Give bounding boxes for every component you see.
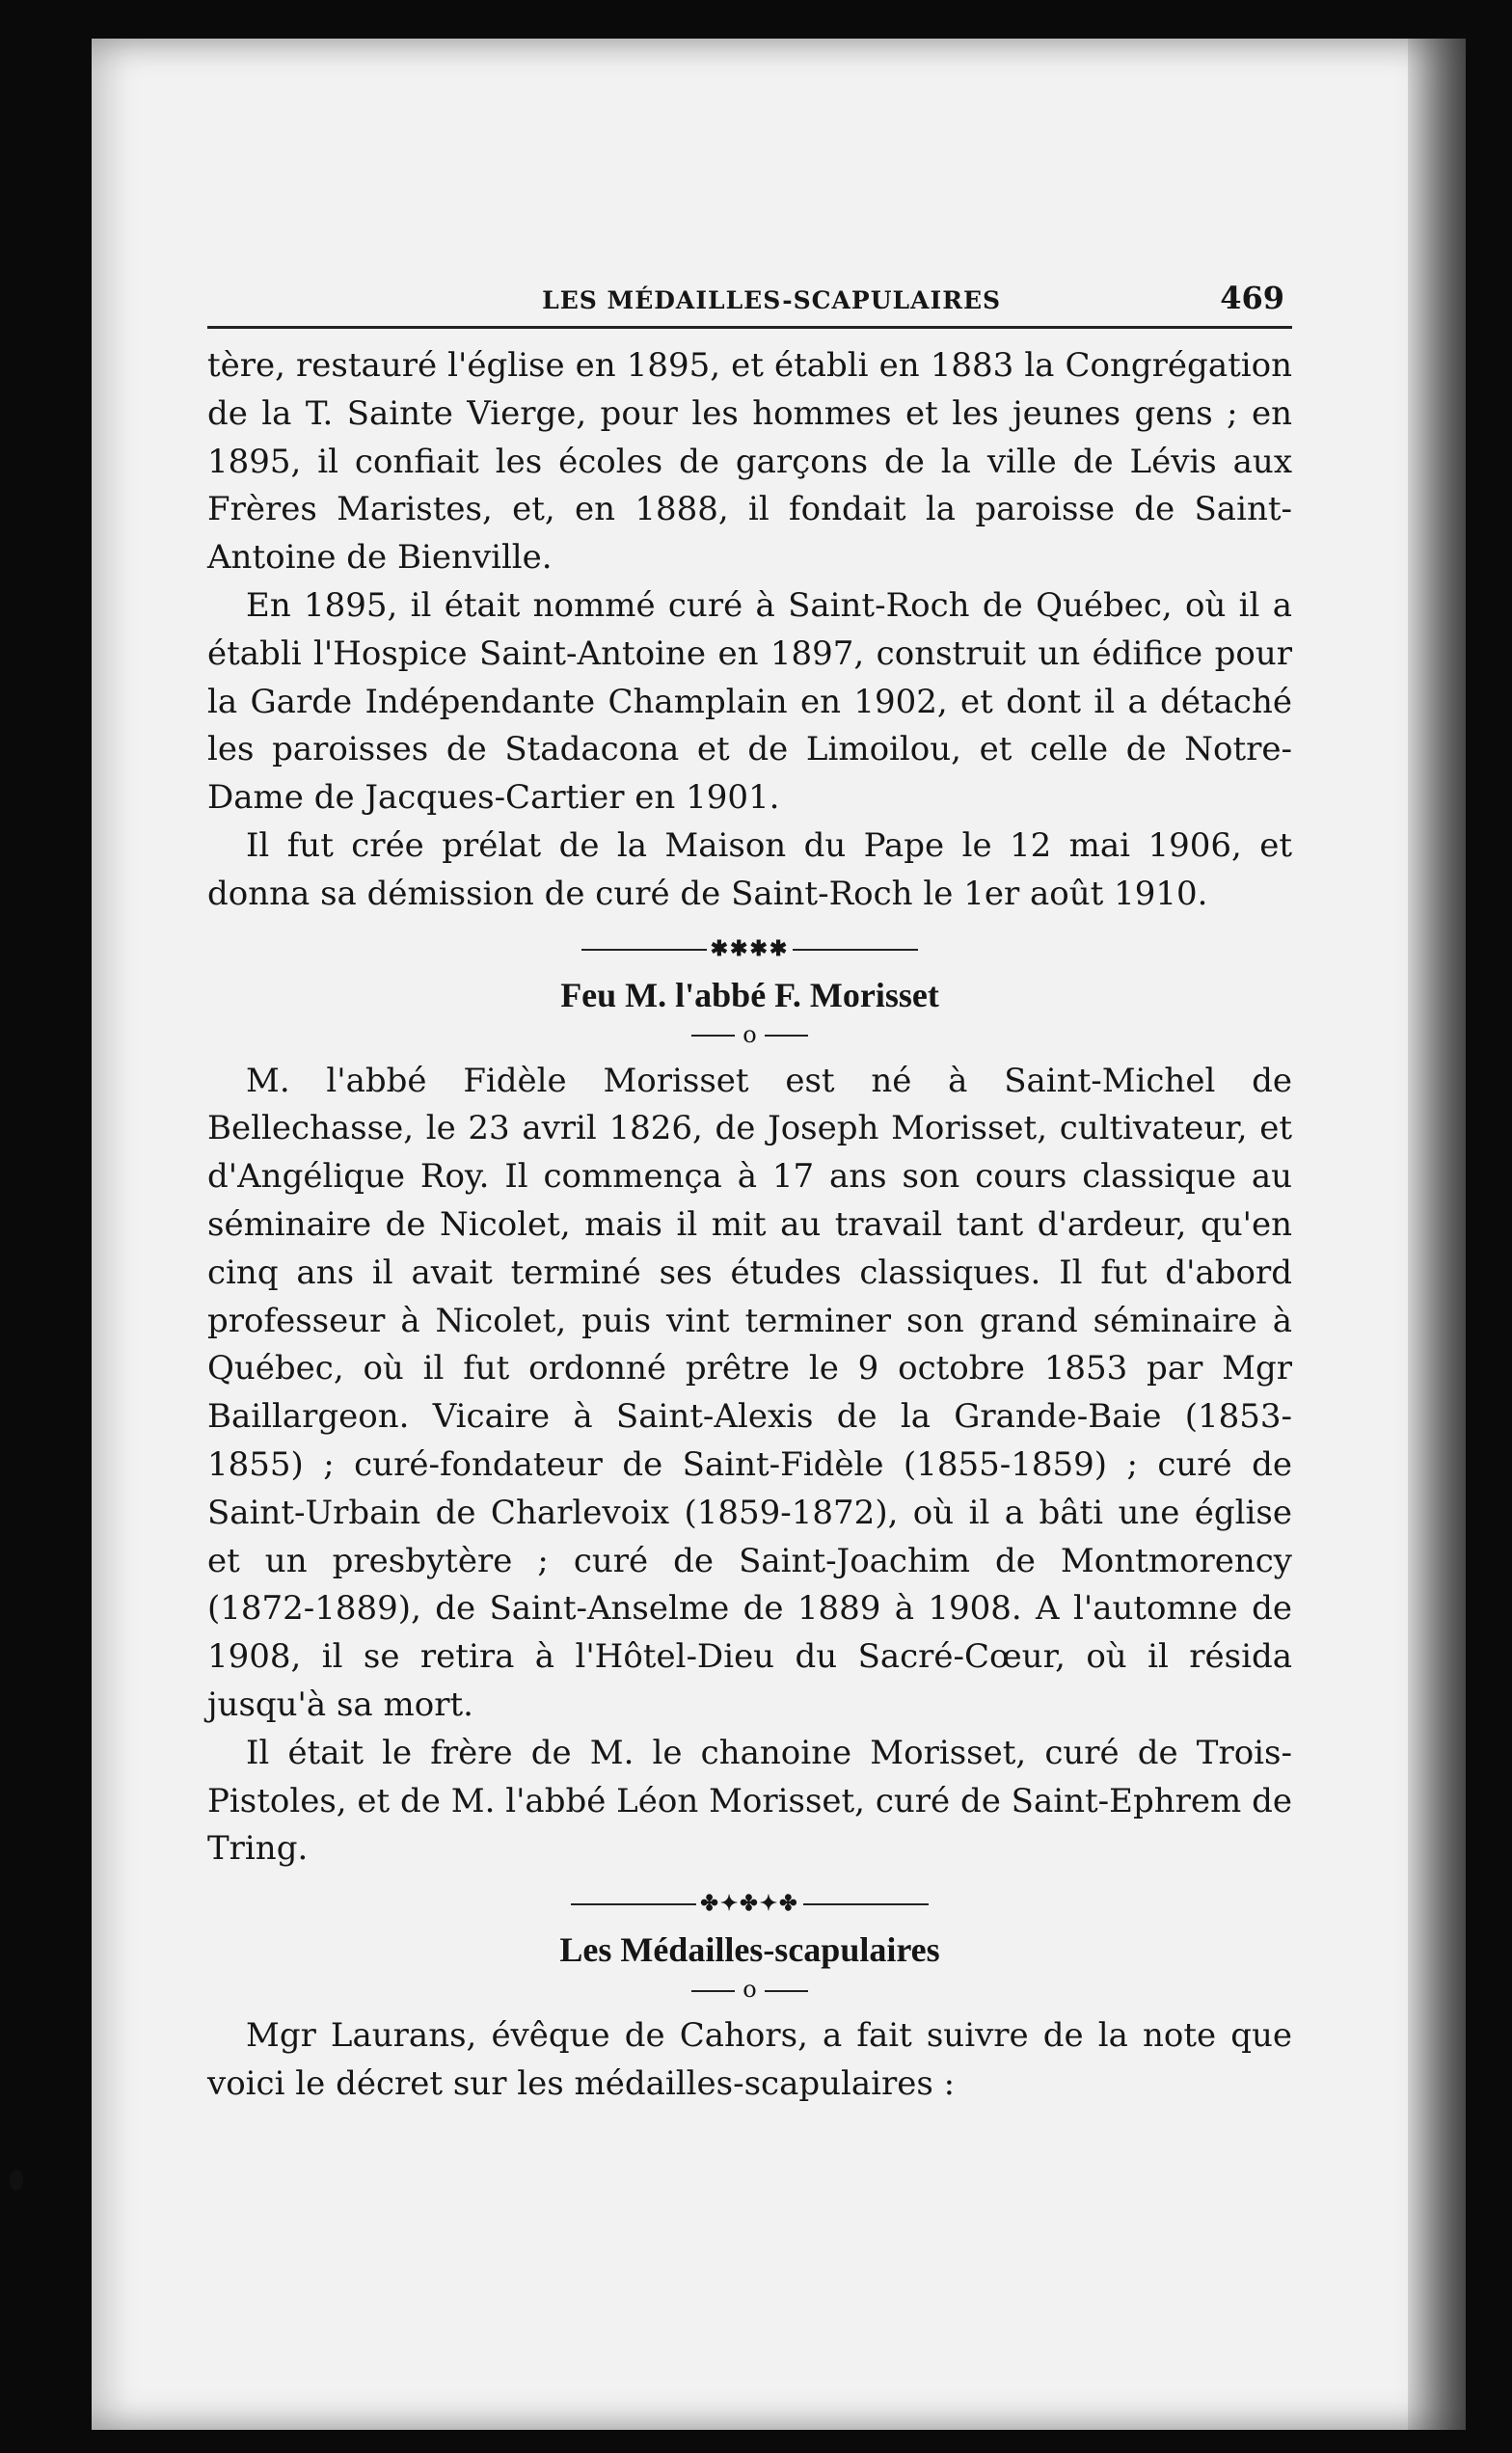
ornament-glyphs: ✤✦✤✦✤ [700,1891,799,1917]
separator-rule [765,1035,808,1037]
page-number: 469 [1220,280,1284,316]
paragraph: Il fut crée prélat de la Maison du Pape le 12 mai 1906, et donna sa démission de curé de Saint-Roch le 1er août 1910. [207,825,1292,913]
ornament-rule [793,949,918,951]
scan-speck [10,2170,23,2191]
separator-rule [691,1035,735,1037]
separator-rule [691,1990,735,1992]
running-title: LES MÉDAILLES-SCAPULAIRES [542,286,1002,314]
paragraph: Il était le frère de M. le chanoine Morisset, curé de Trois-Pistoles, et de M. l'abbé Léon Morisset, curé de Saint-Ephrem de Tring. [207,1733,1292,1869]
page-content [207,280,1292,2109]
ornament-rule [581,949,707,951]
separator-rule [765,1990,808,1992]
title-separator [207,1976,1292,2003]
running-header [207,280,1292,329]
ornament-rule [571,1903,696,1905]
paragraph: M. l'abbé Fidèle Morisset est né à Saint-Michel de Bellechasse, le 23 avril 1826, de Joseph Morisset, cultivateur, et d'Angélique Roy. Il commença à 17 ans son cours classique au séminaire de Nicolet, mais il mit au travail tant d'ardeur, qu'en cinq ans il avait terminé ses études classiques. Il fut d'abord professeur à Nicolet, puis vint terminer son grand séminaire à Québec, où il fut ordonné prêtre le 9 octobre 1853 par Mgr Baillargeon. Vicaire à Saint-Alexis de la Grande-Baie (1853-1855) ; curé-fondateur de Saint-Fidèle (1855-1859) ; curé de Saint-Urbain de Charlevoix (1859-1872), où il a bâti une église et un presbytère ; curé de Saint-Joachim de Montmorency (1872-1889), de Saint-Anselme de 1889 à 1908. A l'automne de 1908, il se retira à l'Hôtel-Dieu du Sacré-Cœur, où il résida jusqu'à sa mort. [207,1061,1292,1724]
section-title: Les Médailles-scapulaires [559,1930,940,1970]
section-ornament [207,1891,1292,1916]
section-title: Feu M. l'abbé F. Morisset [560,975,939,1014]
paragraph: Mgr Laurans, évêque de Cahors, a fait suivre de la note que voici le décret sur les médailles-scapulaires : [207,2016,1292,2103]
paragraph: tère, restauré l'église en 1895, et établi en 1883 la Congrégation de la T. Sainte Vierge, pour les hommes et les jeunes gens ; en 1895, il confiait les écoles de garçons de la ville de Lévis aux Frères Maristes, et, en 1888, il fondait la paroisse de Saint-Antoine de Bienville. [207,346,1292,578]
section-ornament [207,936,1292,961]
page-edge-shadow [1408,39,1466,2430]
title-separator [207,1021,1292,1048]
ornament-rule [803,1903,929,1905]
book-page [92,39,1466,2430]
separator-mark: o [742,1976,757,2004]
ornament-glyphs: ✱✱✱✱ [710,935,790,961]
paragraph: En 1895, il était nommé curé à Saint-Roch de Québec, où il a établi l'Hospice Saint-Antoine en 1897, construit un édifice pour la Garde Indépendante Champlain en 1902, et dont il a détaché les paroisses de Stadacona et de Limoilou, et celle de Notre-Dame de Jacques-Cartier en 1901. [207,585,1292,818]
separator-mark: o [742,1020,757,1048]
